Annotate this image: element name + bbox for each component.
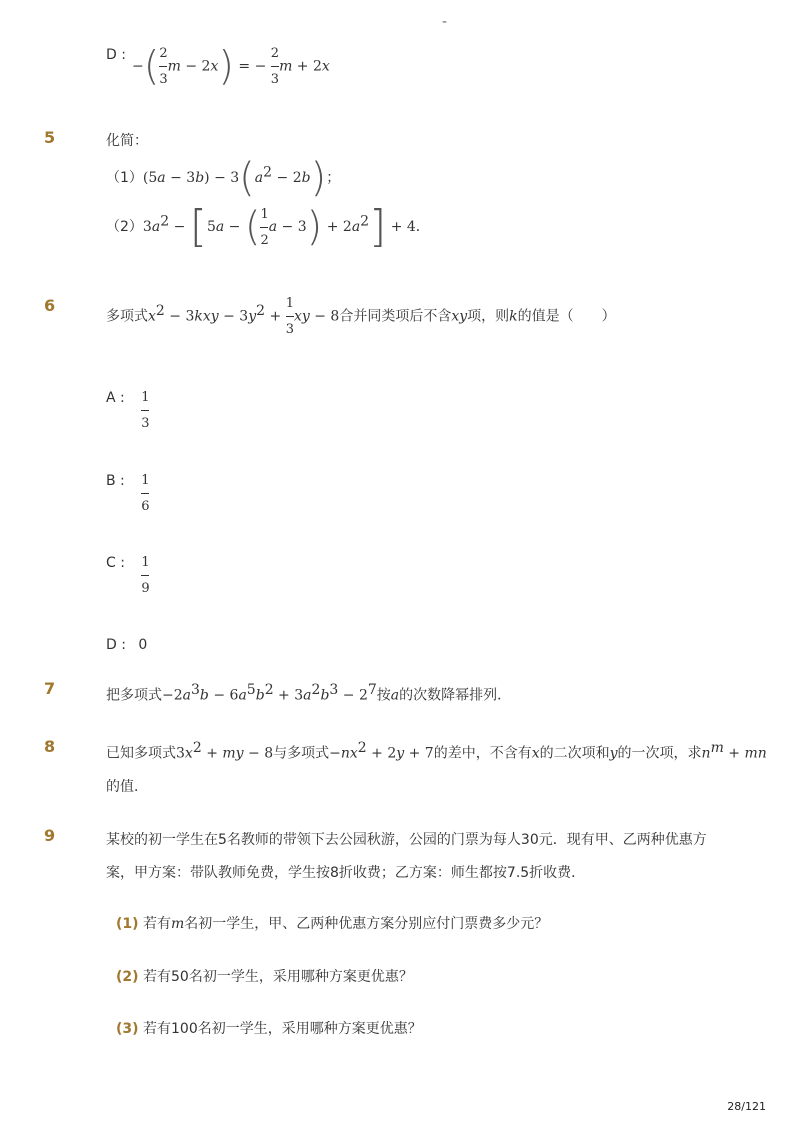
q6-option-a-num: 1 [141, 390, 150, 405]
q4-option-d-math: −( $\frac{2}{3}$ m − 2x) = − $\frac{2}{3}$ m + 2x [132, 43, 330, 90]
q6-stem-var2: k [509, 308, 518, 325]
question-number-9: 9 [44, 826, 56, 845]
q8-text-2: 与多项式 [273, 745, 330, 762]
q6-option-c[interactable] [106, 555, 150, 596]
q8-text-3: 的差中，不含有 [433, 745, 532, 762]
q5-part1-label: （1） [106, 170, 143, 186]
q5-stem: 化简： [106, 133, 148, 149]
q9-subquestion-2 [116, 966, 413, 986]
q9-sub3-label: (3) [116, 1021, 139, 1037]
q8-var-x: x [531, 745, 540, 762]
q6-option-b-num: 1 [141, 473, 150, 488]
q6-option-c-label: C : [106, 555, 125, 571]
q6-option-c-den: 9 [141, 581, 150, 596]
q6-stem-middle2: 项，则 [467, 308, 510, 325]
q9-sub3-text: 若有100名初一学生，采用哪种方案更优惠？ [143, 1021, 422, 1037]
q6-stem-suffix: 的值是（ ） [517, 308, 616, 325]
q6-stem-prefix: 多项式 [106, 308, 148, 325]
q9-sub1-label: (1) [116, 916, 139, 932]
q5-part2: $(2)3a^2 - [5a$ − ( $\frac{1}{2}$ $a - 3) + 2a^2] + 4$． [106, 201, 430, 252]
q6-option-d-label: D : [106, 637, 126, 653]
q4-option-d-label: D : [106, 47, 126, 63]
q8-text-5: 的一次项，求 [617, 745, 702, 762]
q7-stem-prefix: 把多项式 [106, 687, 162, 704]
q8-stem-line2: 的值． [106, 779, 148, 795]
question-number-8: 8 [44, 737, 56, 756]
q7-stem-suffix: 的次数降幂排列． [399, 687, 512, 704]
q6-stem-var: xy [451, 308, 468, 325]
q9-subquestion-1 [116, 913, 548, 933]
q6-option-d-value: 0 [138, 637, 148, 653]
q7-stem: 把多项式$-2a^3b - 6a^5b^2 + 3a^2b^3 - 2^7$按a的次数降幂排列． [106, 682, 512, 704]
q6-option-a-label: A : [106, 390, 125, 406]
q8-text-4: 的二次项和 [539, 745, 610, 762]
q6-option-d[interactable] [106, 637, 147, 653]
q6-stem-middle: 合并同类项后不含 [339, 308, 452, 325]
q8-stem-line1: 已知多项式$3x^2$ + my − 8与多项式$-nx^2 + 2y + 7$的差中，不含有x的二次项和y的一次项，求$n^m$ + mn [106, 740, 767, 762]
header-mark: - [442, 14, 448, 30]
question-number-5: 5 [44, 128, 56, 147]
q8-text-1: 已知多项式 [106, 745, 176, 762]
q6-option-b[interactable] [106, 473, 150, 514]
q6-stem: 多项式$x^2 - 3kxy - 3y^2$ + $\frac{1}{3}$ xy − 8合并同类项后不含xy项，则k的值是（ ） [106, 296, 616, 337]
question-number-6: 6 [44, 296, 56, 315]
q9-sub2-text: 若有50名初一学生，采用哪种方案更优惠？ [143, 969, 413, 985]
q6-option-b-den: 6 [141, 499, 150, 514]
q9-sub1-text-a: 若有 [143, 916, 171, 932]
question-number-7: 7 [44, 679, 56, 698]
q7-stem-middle: 按 [376, 687, 391, 704]
q5-part1: $(1)(5a - 3b) - 3(a^2 - 2b)$； [106, 155, 341, 201]
q6-option-a[interactable] [106, 390, 149, 431]
q6-option-b-label: B : [106, 473, 125, 489]
q6-option-a-den: 3 [141, 416, 150, 431]
q9-subquestion-3 [116, 1018, 422, 1038]
q9-sub2-label: (2) [116, 969, 139, 985]
q6-option-c-num: 1 [141, 555, 150, 570]
q5-part2-label: （2） [106, 219, 143, 235]
q9-stem-line1: 某校的初一学生在5名教师的带领下去公园秋游，公园的门票为每人30元．现有甲、乙两种优惠方 [106, 832, 707, 848]
page-number: 28/121 [727, 1100, 766, 1113]
q9-sub1-text-b: 名初一学生，甲、乙两种优惠方案分别应付门票费多少元？ [184, 916, 549, 932]
q9-sub1-var: m [171, 916, 185, 932]
q7-stem-var: a [390, 687, 400, 704]
q9-stem-line2: 案，甲方案：带队教师免费，学生按8折收费；乙方案：师生都按7.5折收费． [106, 865, 586, 881]
q8-var-y: y [609, 745, 618, 762]
